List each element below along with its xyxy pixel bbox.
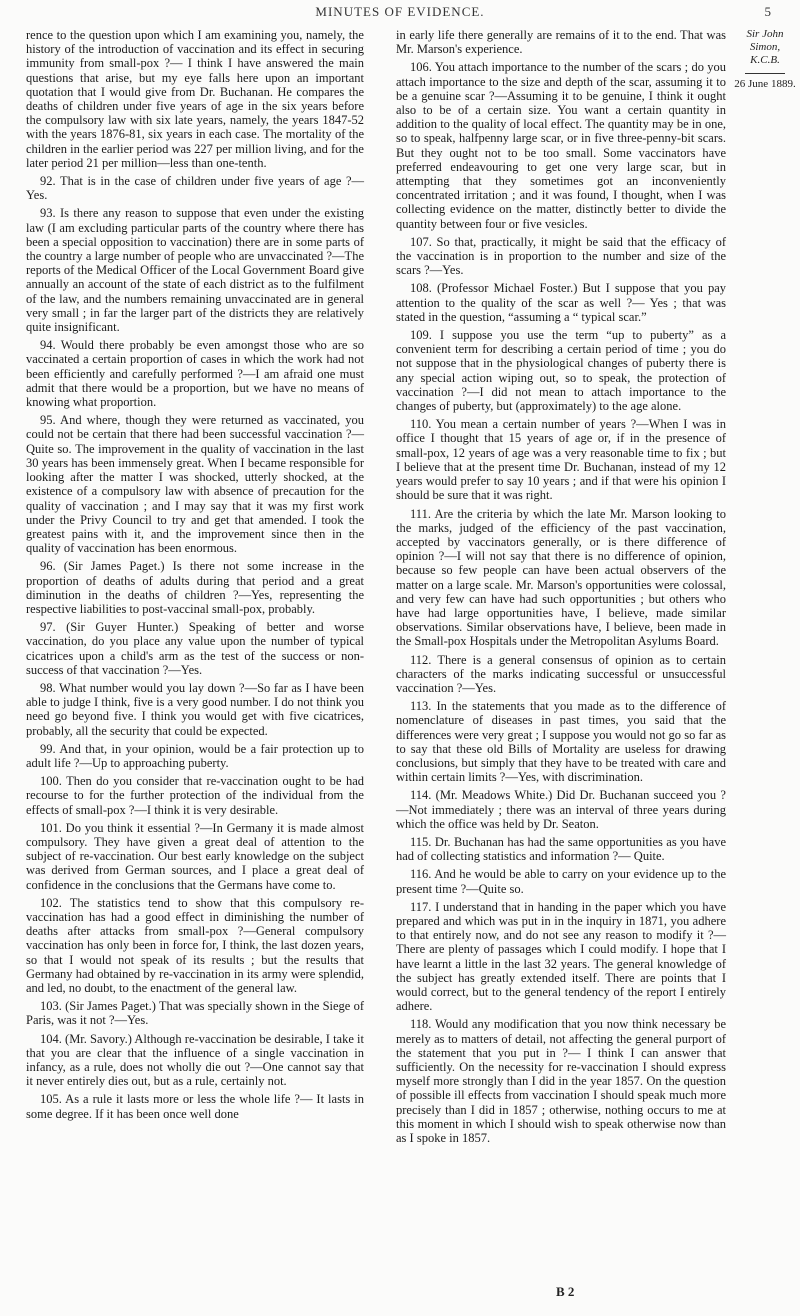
paragraph: 108. (Professor Michael Foster.) But I suppose that you pay attention to the quality of the scar as well ?— Yes ; that was stated in the question, “assuming a “ typical scar.” xyxy=(396,281,726,324)
paragraph: 106. You attach importance to the number of the scars ; do you attach importance to the size and depth of the scar, assuming it to be a genuine scar ?—Assuming it to be genuine, I think it ought also to be of a certain size. You want a certain quantity in addition to the quality of local effect. The quantity may be in one, so to speak, halfpenny large scar, or in five three-penny-bit scars. But they ought not to be too small. Some vaccinators have preferred endeavouring to get one very large scar, but in attempting that they sometimes got an inconveniently concentrated irritation ; and it was found, I thought, when I was collecting evidence on the matter, distinctly better to divide the quantity between four or five vesicles. xyxy=(396,60,726,231)
paragraph: 103. (Sir James Paget.) That was specially shown in the Siege of Paris, was it not ?—Yes. xyxy=(26,999,364,1028)
margin-rule xyxy=(745,73,785,74)
paragraph: 118. Would any modification that you now think necessary be merely as to matters of detail, not affecting the general purport of the statement that you put in ?— I think I can answer that sufficiently. On the necessity for re-vaccination I should express myself more strongly than I did in the year 1857. On the question of possible ill effects from vaccination I should speak much more precisely than I did in 1857 ; otherwise, nothing occurs to me at this moment in which I should wish to speak otherwise now than as I spoke in 1857. xyxy=(396,1017,726,1146)
paragraph: 115. Dr. Buchanan has had the same opportunities as you have had of collecting statistics and information ?— Quite. xyxy=(396,834,726,864)
paragraph: 111. Are the criteria by which the late Mr. Marson looking to the marks, judged of the efficiency of the past vaccination, accepted by vaccinators generally, or is there difference of opinion ?—I will not say that there is no difference of opinion, because so few people can have been actual observers of the matter on a large scale. Mr. Marson's opportunities were colossal, and very few can have had such opportunities ; but others who have had large opportunities have, I believe, made similar observations. Similar observations have, I believe, been made in the Small-pox Hospitals under the Metropolitan Asylums Board. xyxy=(396,506,726,649)
paragraph: 92. That is in the case of children under five years of age ?—Yes. xyxy=(26,174,364,203)
witness-name: Sir John Simon, K.C.B. xyxy=(746,28,784,66)
page-number: 5 xyxy=(764,4,772,19)
paragraph: 113. In the statements that you made as to the difference of nomenclature of diseases in past times, you said that the differences were very great ; I suppose you would not go so far as to say that these old Bills of Mortality are useless for drawing conclusions, but simply that they have to be treated with care and within certain limits ?—Yes, with discrimination. xyxy=(396,699,726,785)
running-title: MINUTES OF EVIDENCE. xyxy=(315,4,485,19)
paragraph: 97. (Sir Guyer Hunter.) Speaking of better and worse vaccination, do you place any value upon the number of typical cicatrices upon a child's arm as the test of the success or non-success of that vaccination ?—Yes. xyxy=(26,620,364,677)
paragraph: 93. Is there any reason to suppose that even under the existing law (I am excluding particular parts of the country where there has been a special opposition to vaccination) there are in some parts of the country a large number of people who are unvaccinated ?—The reports of the Medical Officer of the Local Government Board give annually an account of the state of each district as to the fulfilment of the law, and the numbers remaining unvaccinated are in general very small ; in far the larger part of the districts they are relatively quite insignificant. xyxy=(26,206,364,335)
paragraph: 117. I understand that in handing in the paper which you have prepared and which was put in in the inquiry in 1871, you adhere to that entirely now, and do not see any reason to modify it ?—There are plenty of passages which I could modify. I hope that I have learnt a little in the last 32 years. The general knowledge of the subject has greatly extended itself. There are points that I would correct, but to the general tendency of the report I entirely adhere. xyxy=(396,899,726,1014)
paragraph: 95. And where, though they were returned as vaccinated, you could not be certain that there had been successful vaccination ?—Quite so. The improvement in the quality of vaccination in the last 30 years has been immensely great. When I became responsible for looking after the matter I was shocked, utterly shocked, at the existence of a compulsory law with absence of precaution for the quality of vaccination ; and I may say that it was my first work under the Privy Council to try and get that amended. I took the greatest pains with it, and the improvement since then in the quality of vaccination has been enormous. xyxy=(26,413,364,556)
paragraph: 104. (Mr. Savory.) Although re-vaccination be desirable, I take it that you are clear that the influence of a single vaccination in infancy, as a rule, does not wholly die out ?—One cannot say that it never entirely dies out, but as a rule, certainly not. xyxy=(26,1031,364,1089)
paragraph: 114. (Mr. Meadows White.) Did Dr. Buchanan succeed you ?—Not immediately ; there was an interval of three years during which the office was held by Dr. Seaton. xyxy=(396,788,726,831)
paragraph: in early life there generally are remains of it to the end. That was Mr. Marson's experience. xyxy=(396,28,726,57)
margin-note xyxy=(734,28,796,91)
evidence-date: 26 June 1889. xyxy=(734,78,796,90)
paragraph: 110. You mean a certain number of years ?—When I was in office I thought that 15 years of age or, if in the presence of small-pox, 12 years of age was a very reasonable time to fix ; but I believe that at the present time Dr. Buchanan, instead of my 12 years would prefer to say 10 years ; and if that were his opinion I should be sure that it was right. xyxy=(396,417,726,503)
paragraph: 98. What number would you lay down ?—So far as I have been able to judge I think, five is a very good number. I do not think you need go beyond five. I think you would get with five cicatrices, probably, all the security that could be expected. xyxy=(26,680,364,738)
paragraph: 109. I suppose you use the term “up to puberty” as a convenient term for describing a certain period of time ; you do not suppose that in the physiological changes of puberty there is any special action wiping out, so to speak, the protection of vaccination ?—I did not mean to attach importance to the changes of puberty, but (approximately) to the age alone. xyxy=(396,328,726,414)
right-column xyxy=(396,28,726,1149)
paragraph: 116. And he would be able to carry on your evidence up to the present time ?—Quite so. xyxy=(396,867,726,896)
paragraph: rence to the question upon which I am examining you, namely, the history of the introduction of vaccination and its effect in securing immunity from small-pox ?— I think I have answered the main questions that arise, but my eye falls here upon an important quotation that I would give from Dr. Buchanan. He compares the deaths of children under five years of age in the six years before the compulsory law with six late years, namely, the years 1847-52 with the years 1876-81, six years in each case. The mortality of the children in the earlier period was 227 per million living, and for the later period 21 per million—less than one-tenth. xyxy=(26,28,364,170)
paragraph: 102. The statistics tend to show that this compulsory re-vaccination has had a good effect in diminishing the number of deaths after attacks from small-pox ?—General compulsory vaccination has only been in force for, I think, the last dozen years, so that I would not speak of its results ; but the results that Germany had obtained by re-vaccination in its army were splendid, and led, no doubt, to the enactment of the general law. xyxy=(26,895,364,995)
paragraph: 100. Then do you consider that re-vaccination ought to be had recourse to for the further protection of the individual from the effects of small-pox ?—I think it is very desirable. xyxy=(26,774,364,817)
paragraph: 105. As a rule it lasts more or less the whole life ?— It lasts in some degree. If it has been once well done xyxy=(26,1092,364,1121)
signature-mark: B 2 xyxy=(556,1284,575,1299)
page-header xyxy=(0,4,800,26)
paragraph: 107. So that, practically, it might be said that the efficacy of the vaccination is in proportion to the number and size of the scars ?—Yes. xyxy=(396,234,726,278)
left-column xyxy=(26,28,364,1125)
paragraph: 99. And that, in your opinion, would be a fair protection up to adult life ?—Up to approaching puberty. xyxy=(26,741,364,770)
paragraph: 96. (Sir James Paget.) Is there not some increase in the proportion of deaths of adults during that period and a great diminution in the deaths of children ?—Yes, representing the respective liabilities to post-vaccinal small-pox, probably. xyxy=(26,559,364,616)
paragraph: 94. Would there probably be even amongst those who are so vaccinated a certain proportion of cases in which the work had not been efficiently and carefully performed ?—I am afraid one must admit that there would be a proportion, but we have no means of knowing what proportion. xyxy=(26,338,364,410)
paragraph: 112. There is a general consensus of opinion as to certain characters of the marks indicating successful or unsuccessful vaccination ?—Yes. xyxy=(396,652,726,695)
paragraph: 101. Do you think it essential ?—In Germany it is made almost compulsory. They have given a great deal of attention to the subject of re-vaccination. Our best early knowledge on the subject was derived from German sources, and I place a great deal of confidence in the conclusions that the Germans have come to. xyxy=(26,820,364,892)
